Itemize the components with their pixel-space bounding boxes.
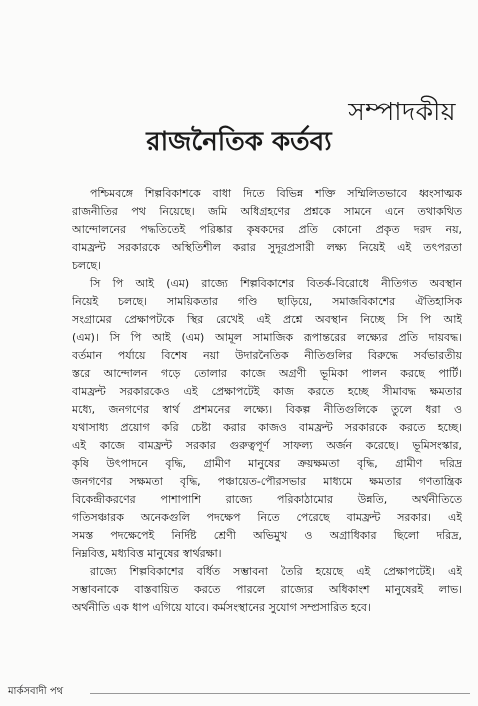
section-title: সম্পাদকীয় bbox=[348, 97, 456, 126]
text-line: নিম্নবিত্ত, মধ্যবিত্ত মানুষের স্বার্থরক্ষা। bbox=[72, 547, 222, 560]
text-line: এই কাজে বামফ্রন্ট সরকার গুরুত্বপূর্ণ সাফল্য অর্জন করেছে। ভূমিসংস্কার, bbox=[72, 439, 462, 452]
text-line: সংগ্রামের প্রেক্ষাপটকে স্থির রেখেই এই প্রশ্নে অবস্থান নিচ্ছে সি পি আই bbox=[72, 313, 462, 326]
text-line: রাজনীতির পথ নিয়েছে। জমি অধিগ্রহণের প্রশ্নকে সামনে এনে তথাকথিত bbox=[72, 205, 462, 218]
text-line: নিয়েই চলছে। সাময়িকতার গণ্ডি ছাড়িয়ে, সমাজবিকাশের ঐতিহাসিক bbox=[72, 295, 462, 308]
text-line: (এম)। সি পি আই (এম) আমূল সামাজিক রূপান্তরের লক্ষ্যের প্রতি দায়বদ্ধ। bbox=[72, 331, 462, 344]
text-line: জনগণের সক্ষমতা বৃদ্ধি, পঞ্চায়েত-পৌরসভার মাধ্যমে ক্ষমতার গণতান্ত্রিক bbox=[72, 475, 462, 488]
text-line: সমস্ত পদক্ষেপেই নির্দিষ্ট শ্রেণী অভিমুখ ও অগ্রাধিকার ছিলো দরিদ্র, bbox=[72, 529, 462, 542]
text-line: স্তরে আন্দোলন গড়ে তোলার কাজে অগ্রণী ভূমিকা পালন করছে পার্টি। bbox=[72, 367, 462, 380]
article-title: রাজনৈতিক কর্তব্য bbox=[146, 127, 332, 157]
text-line: কৃষি উৎপাদনে বৃদ্ধি, গ্রামীণ মানুষের ক্রয়ক্ষমতা বৃদ্ধি, গ্রামীণ দরিদ্র bbox=[72, 457, 462, 470]
text-line: চলছে। bbox=[72, 259, 101, 272]
article-body bbox=[72, 185, 462, 617]
text-line: বিকেন্দ্রীকরণের পাশাপাশি রাজ্যে পরিকাঠামোর উন্নতি, অর্থনীতিতে bbox=[72, 493, 462, 506]
text-line: পশ্চিমবঙ্গে শিল্পবিকাশকে বাধা দিতে বিভিন্ন শক্তি সম্মিলিতভাবে ধ্বংসাত্মক bbox=[90, 187, 462, 200]
text-line: সি পি আই (এম) রাজ্যে শিল্পবিকাশের বিতর্ক-বিরোধে নীতিগত অবস্থান bbox=[90, 277, 462, 290]
paragraph bbox=[72, 275, 462, 563]
text-line: যথাসাধ্য প্রয়োগ করি চেষ্টা করার কাজও বামফ্রন্ট সরকারকে করতে হচ্ছে। bbox=[72, 421, 462, 434]
text-line: বামফ্রন্ট সরকারকেও এই প্রেক্ষাপটেই কাজ করতে হচ্ছে সীমাবদ্ধ ক্ষমতার bbox=[72, 385, 462, 398]
paragraph bbox=[72, 563, 462, 617]
running-footer: মার্কসবাদী পথ bbox=[8, 686, 64, 697]
text-line: বর্তমান পর্যায়ে বিশেষ নয়া উদারনৈতিক নীতিগুলির বিরুদ্ধে সর্বভারতীয় bbox=[72, 349, 462, 362]
text-line: আন্দোলনের পদ্ধতিতেই পরিষ্কার কৃষকদের প্রতি কোনো প্রকৃত দরদ নয়, bbox=[72, 223, 462, 236]
text-line: সম্ভাবনাকে বাস্তবায়িত করতে পারলে রাজ্যের অধিকাংশ মানুষেরই লাভ। bbox=[72, 583, 462, 596]
text-line: গতিসঞ্চারক অনেকগুলি পদক্ষেপ নিতে পেরেছে বামফ্রন্ট সরকার। এই bbox=[72, 511, 462, 524]
text-line: মধ্যে, জনগণের স্বার্থ প্রশমনের লক্ষ্যে। বিকল্প নীতিগুলিকে তুলে ধরা ও bbox=[72, 403, 462, 416]
text-line: বামফ্রন্ট সরকারকে অস্থিতিশীল করার সুদূরপ্রসারী লক্ষ্য নিয়েই এই তৎপরতা bbox=[72, 241, 462, 254]
footer-rule bbox=[90, 693, 470, 694]
text-line: অর্থনীতি এক ধাপ এগিয়ে যাবে। কর্মসংস্থানের সুযোগ সম্প্রসারিত হবে। bbox=[72, 601, 371, 614]
text-line: রাজ্যে শিল্পবিকাশের বর্ধিত সম্ভাবনা তৈরি হয়েছে এই প্রেক্ষাপটেই। এই bbox=[90, 565, 462, 578]
paragraph bbox=[72, 185, 462, 275]
